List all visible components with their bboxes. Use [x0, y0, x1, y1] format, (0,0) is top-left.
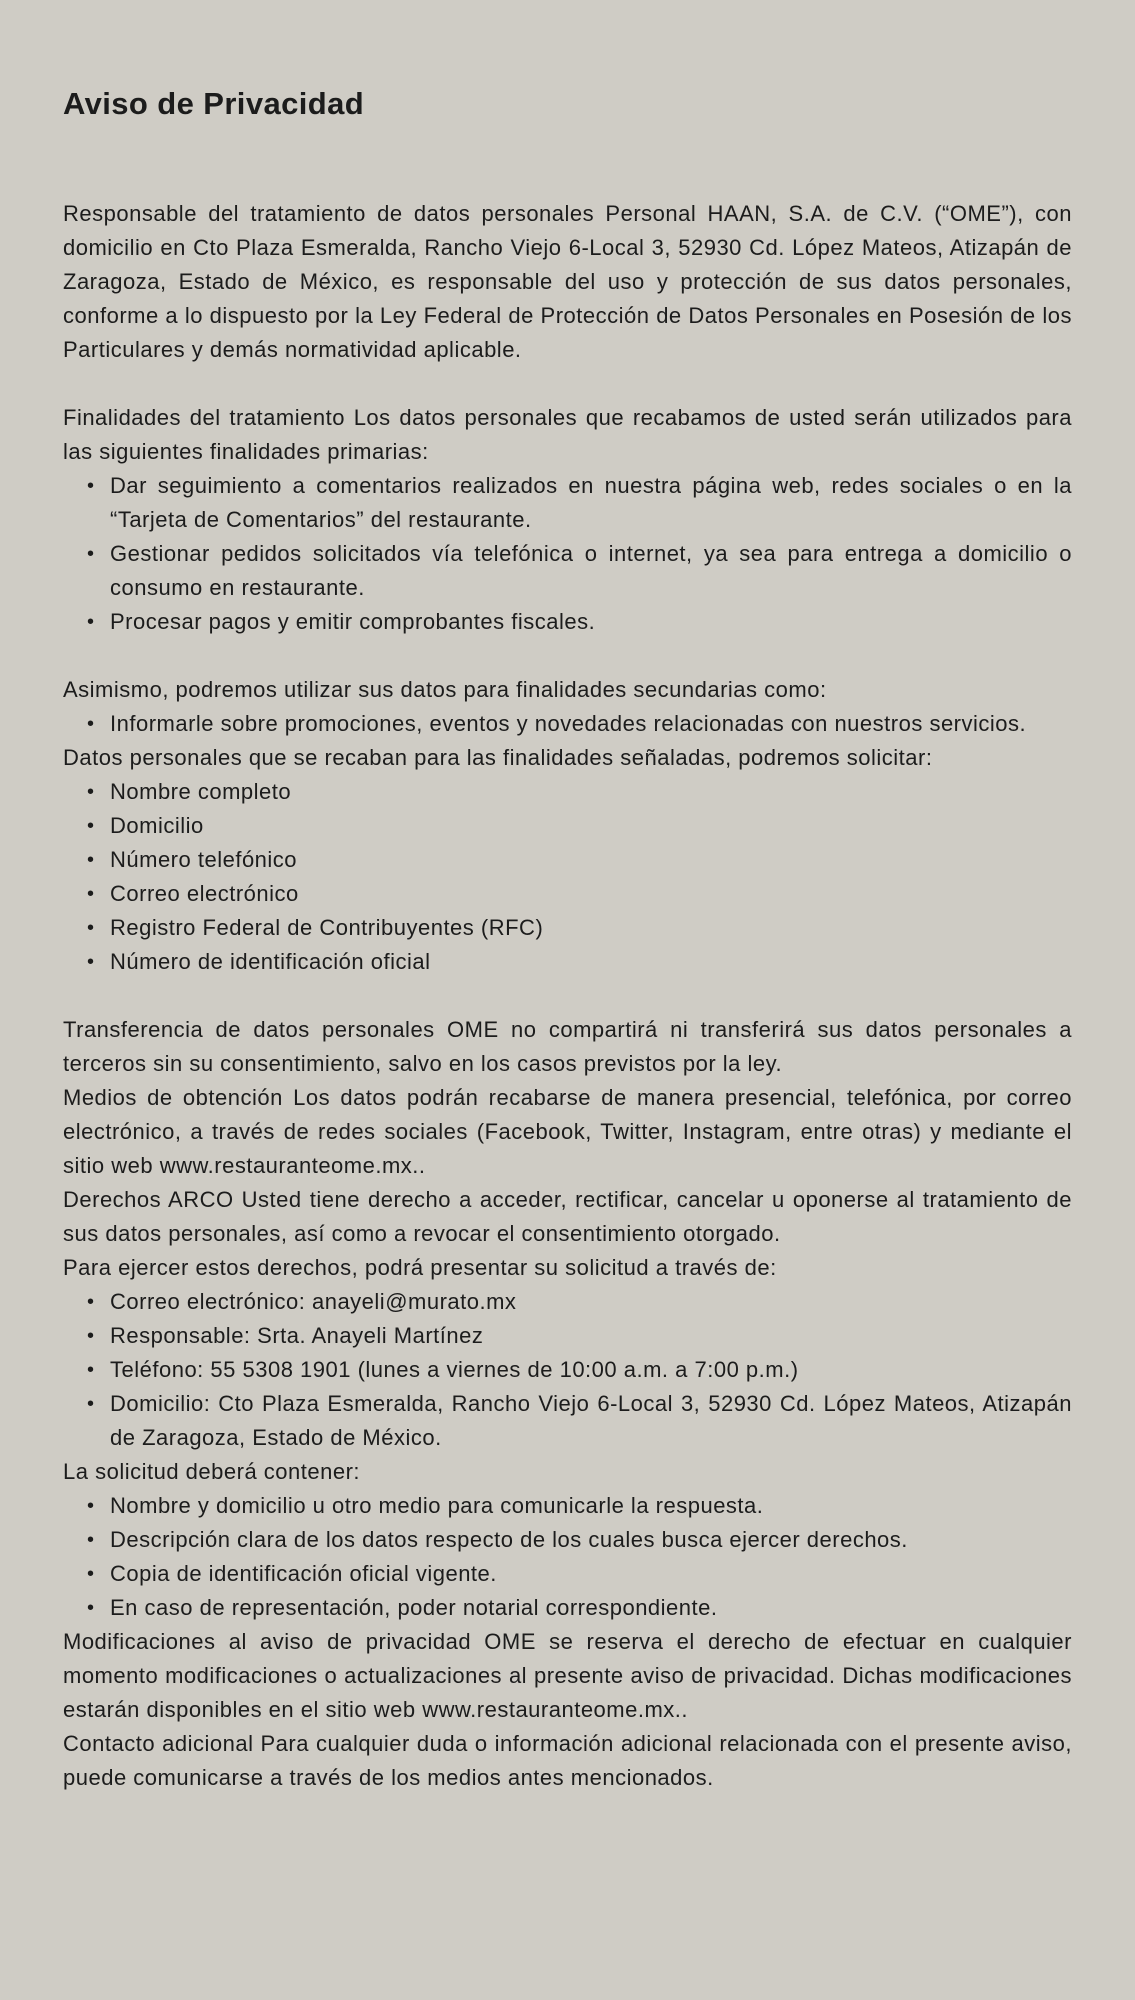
list-item: • Nombre y domicilio u otro medio para comunicarle la respuesta. — [87, 1489, 1072, 1523]
paragraph-finalidades-intro: Finalidades del tratamiento Los datos personales que recabamos de usted serán utilizados para las siguientes finalidades primarias: — [63, 405, 1072, 464]
paragraph-responsable: Responsable del tratamiento de datos personales Personal HAAN, S.A. de C.V. (“OME”), con domicilio en Cto Plaza Esmeralda, Rancho Viejo 6-Local 3, 52930 Cd. López Mateos, Atizapán de Zaragoza, Estado de México, es responsable del uso y protección de sus datos personales, conforme a lo dispuesto por la Ley Federal de Protección de Datos Personales en Posesión de los Particulares y demás normatividad aplicable. — [63, 201, 1072, 362]
list-item: • Número telefónico — [87, 843, 1072, 877]
list-item: • Correo electrónico — [87, 877, 1072, 911]
list-requisitos-solicitud — [63, 1489, 1072, 1625]
list-item: • Procesar pagos y emitir comprobantes fiscales. — [87, 605, 1072, 639]
paragraph-derechos-arco: Derechos ARCO Usted tiene derecho a acceder, rectificar, cancelar u oponerse al tratamiento de sus datos personales, así como a revocar el consentimiento otorgado. — [63, 1187, 1072, 1246]
list-canales-arco — [63, 1285, 1072, 1455]
paragraph-transferencia: Transferencia de datos personales OME no compartirá ni transferirá sus datos personales a terceros sin su consentimiento, salvo en los casos previstos por la ley. — [63, 1017, 1072, 1076]
list-item: • Dar seguimiento a comentarios realizados en nuestra página web, redes sociales o en la “Tarjeta de Comentarios” del restaurante. — [87, 469, 1072, 537]
list-finalidades-secundarias — [63, 707, 1072, 741]
page-title: Aviso de Privacidad — [63, 86, 365, 121]
list-item: • Copia de identificación oficial vigente. — [87, 1557, 1072, 1591]
list-item: • Descripción clara de los datos respecto de los cuales busca ejercer derechos. — [87, 1523, 1072, 1557]
list-item: • Número de identificación oficial — [87, 945, 1072, 979]
list-item: • Correo electrónico: anayeli@murato.mx — [87, 1285, 1072, 1319]
list-finalidades-primarias — [63, 469, 1072, 639]
paragraph-finalidades-secundarias-intro: Asimismo, podremos utilizar sus datos para finalidades secundarias como: — [63, 677, 827, 702]
list-item: • Nombre completo — [87, 775, 1072, 809]
paragraph-contacto-adicional: Contacto adicional Para cualquier duda o información adicional relacionada con el presente aviso, puede comunicarse a través de los medios antes mencionados. — [63, 1731, 1072, 1790]
list-datos-personales — [63, 775, 1072, 979]
list-item: • Domicilio — [87, 809, 1072, 843]
paragraph-modificaciones: Modificaciones al aviso de privacidad OME se reserva el derecho de efectuar en cualquier momento modificaciones o actualizaciones al presente aviso de privacidad. Dichas modificaciones estarán disponibles en el sitio web www.restauranteome.mx.. — [63, 1629, 1072, 1722]
list-item: • Responsable: Srta. Anayeli Martínez — [87, 1319, 1072, 1353]
list-item: • Informarle sobre promociones, eventos y novedades relacionadas con nuestros servicios. — [87, 707, 1072, 741]
paragraph-medios-obtencion: Medios de obtención Los datos podrán recabarse de manera presencial, telefónica, por correo electrónico, a través de redes sociales (Facebook, Twitter, Instagram, entre otras) y mediante el sitio web www.restauranteome.mx.. — [63, 1085, 1072, 1178]
list-item: • En caso de representación, poder notarial correspondiente. — [87, 1591, 1072, 1625]
paragraph-datos-recabados-intro: Datos personales que se recaban para las finalidades señaladas, podremos solicitar: — [63, 745, 933, 770]
paragraph-ejercicio-derechos-intro: Para ejercer estos derechos, podrá presentar su solicitud a través de: — [63, 1255, 777, 1280]
list-item: • Domicilio: Cto Plaza Esmeralda, Rancho Viejo 6-Local 3, 52930 Cd. López Mateos, Atizapán de Zaragoza, Estado de México. — [87, 1387, 1072, 1455]
list-item: • Teléfono: 55 5308 1901 (lunes a viernes de 10:00 a.m. a 7:00 p.m.) — [87, 1353, 1072, 1387]
list-item: • Registro Federal de Contribuyentes (RFC) — [87, 911, 1072, 945]
list-item: • Gestionar pedidos solicitados vía telefónica o internet, ya sea para entrega a domicilio o consumo en restaurante. — [87, 537, 1072, 605]
paragraph-solicitud-intro: La solicitud deberá contener: — [63, 1459, 361, 1484]
